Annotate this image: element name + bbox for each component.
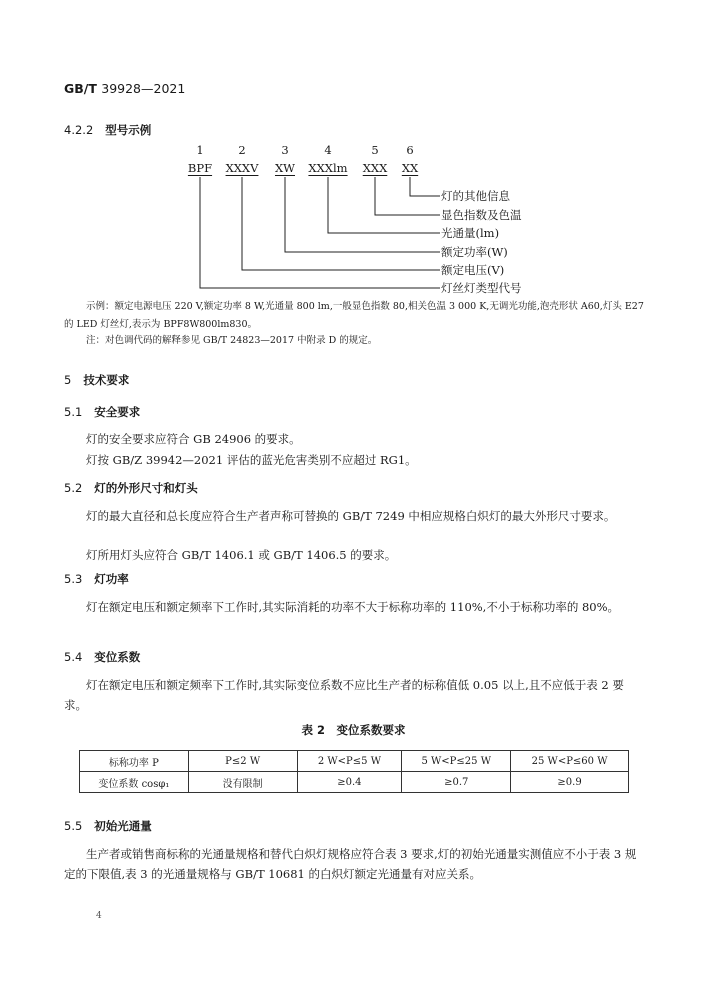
section-number: 4.2.2	[64, 123, 94, 137]
section-number: 5.5	[64, 819, 83, 833]
table-row	[80, 751, 629, 772]
table-cell: P≤2 W	[188, 751, 297, 772]
table-row	[80, 772, 629, 793]
table-power-factor	[79, 750, 629, 793]
section-heading-5-2	[64, 480, 198, 496]
code-index: 4	[324, 143, 332, 157]
section-heading-5-4	[64, 649, 140, 665]
table-cell: 标称功率 P	[80, 751, 189, 772]
table-cell: ≥0.4	[297, 772, 402, 793]
section-number: 5.4	[64, 650, 83, 664]
leader-line-flux	[328, 177, 440, 233]
code-meaning: 额定功率(W)	[441, 245, 508, 259]
paragraph: 灯在额定电压和额定频率下工作时,其实际消耗的功率不大于标称功率的 110%,不小于标称功率的 80%。	[86, 600, 620, 614]
paragraph: 灯按 GB/Z 39942—2021 评估的蓝光危害类别不应超过 RG1。	[86, 453, 417, 467]
section-title: 变位系数	[94, 650, 141, 664]
section-title: 安全要求	[94, 405, 141, 419]
code-part-type: BPF	[187, 161, 213, 175]
note-text: 注：对色调代码的解释参见 GB/T 24823—2017 中附录 D 的规定。	[86, 335, 378, 346]
section-number: 5.3	[64, 572, 83, 586]
table-cell: 变位系数 cosφ₁	[80, 772, 189, 793]
table-cell: 5 W<P≤25 W	[402, 751, 511, 772]
paragraph: 灯在额定电压和额定频率下工作时,其实际变位系数不应比生产者的标称值低 0.05 以上,且不应低于表 2 要求。	[64, 678, 624, 712]
page-number: 4	[96, 911, 102, 921]
table-cell: 2 W<P≤5 W	[297, 751, 402, 772]
code-index: 2	[238, 143, 246, 157]
code-part-flux: XXXlm	[308, 161, 348, 175]
standard-number: 39928—2021	[101, 81, 186, 96]
code-index: 3	[281, 143, 289, 157]
code-part-other: XX	[401, 161, 419, 175]
code-part-power: XW	[274, 161, 295, 175]
paragraph: 生产者或销售商标称的光通量规格和替代白炽灯规格应符合表 3 要求,灯的初始光通量实测值应不小于表 3 规定的下限值,表 3 的光通量规格与 GB/T 10681 的白炽灯额定光通量有对应关系。	[64, 847, 637, 881]
leader-line-other	[410, 177, 440, 196]
section-heading-5-5	[64, 818, 152, 834]
paragraph: 灯所用灯头应符合 GB/T 1406.1 或 GB/T 1406.5 的要求。	[86, 548, 397, 562]
paragraph: 灯的最大直径和总长度应符合生产者声称可替换的 GB/T 7249 中相应规格白炽灯的最大外形尺寸要求。	[86, 509, 616, 523]
section-number: 5.2	[64, 481, 83, 495]
section-title: 型号示例	[105, 123, 152, 137]
code-part-voltage: XXXV	[225, 161, 259, 175]
section-number: 5	[64, 373, 72, 387]
code-meaning: 灯的其他信息	[441, 189, 510, 203]
section-title: 初始光通量	[94, 819, 152, 833]
code-index: 1	[196, 143, 204, 157]
code-meaning: 额定电压(V)	[441, 263, 505, 277]
code-part-cri-cct: XXX	[362, 161, 388, 175]
table-cell: 没有限制	[188, 772, 297, 793]
section-number: 5.1	[64, 405, 83, 419]
code-index: 5	[371, 143, 379, 157]
code-index: 6	[406, 143, 414, 157]
table-cell: ≥0.7	[402, 772, 511, 793]
code-meaning: 显色指数及色温	[441, 208, 522, 222]
paragraph: 灯的安全要求应符合 GB 24906 的要求。	[86, 432, 301, 446]
section-heading-5	[64, 372, 129, 388]
section-title: 灯功率	[94, 572, 129, 586]
table-cell: ≥0.9	[511, 772, 629, 793]
code-meaning: 光通量(lm)	[441, 226, 500, 240]
example-text: 示例：额定电源电压 220 V,额定功率 8 W,光通量 800 lm,一般显色指数 80,相关色温 3 000 K,无调光功能,泡壳形状 A60,灯头 E27 的 LED 灯丝灯,表示为 BPF8W800lm830。	[64, 301, 644, 330]
diagram-leader-lines	[0, 0, 707, 320]
section-title: 灯的外形尺寸和灯头	[94, 481, 198, 495]
table-cell: 25 W<P≤60 W	[511, 751, 629, 772]
table-caption: 表 2 变位系数要求	[301, 723, 406, 737]
code-meaning: 灯丝灯类型代号	[441, 281, 522, 295]
section-title: 技术要求	[83, 373, 130, 387]
section-heading-5-1	[64, 404, 140, 420]
standard-prefix: GB/T	[64, 81, 97, 96]
section-heading-5-3	[64, 571, 129, 587]
